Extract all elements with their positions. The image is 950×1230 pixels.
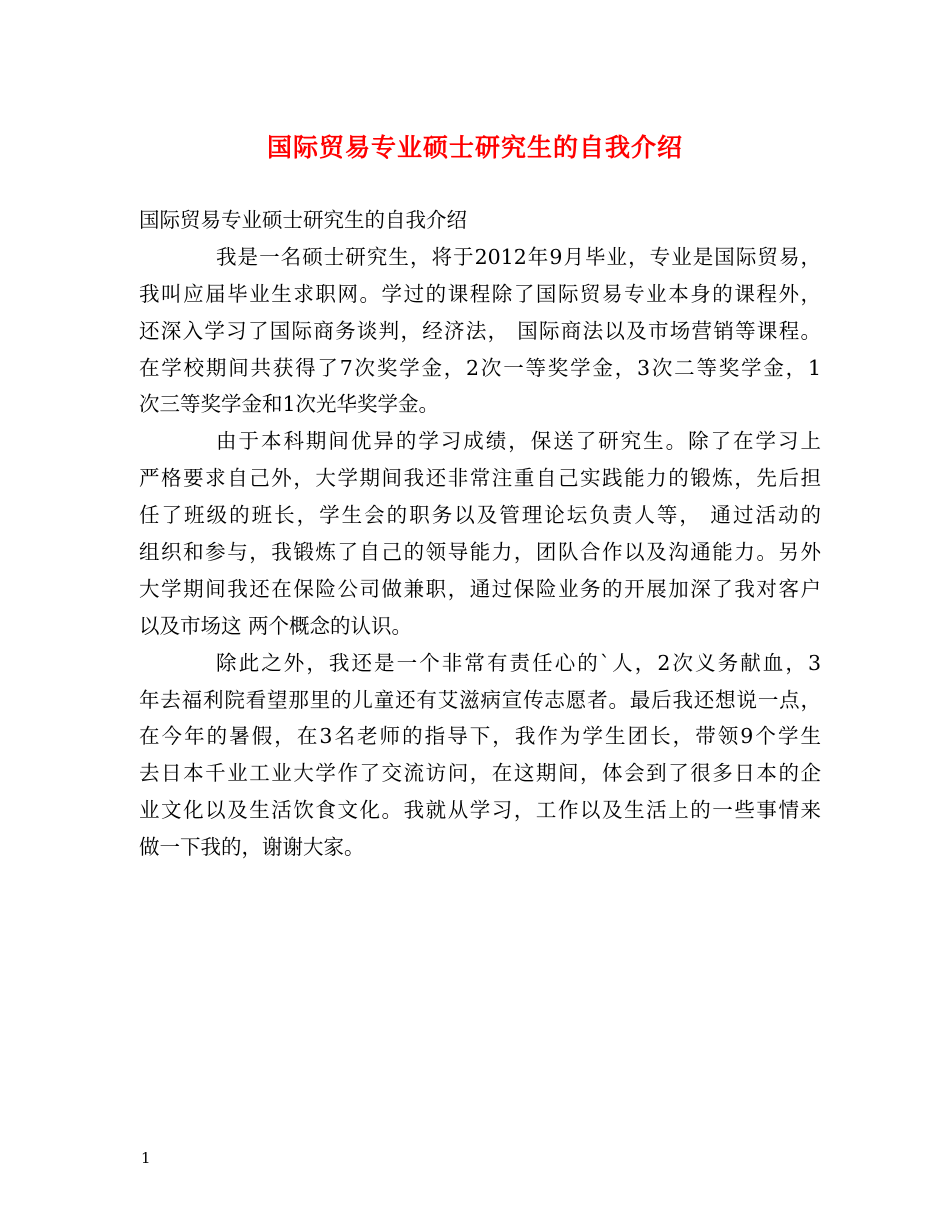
paragraph-2-line-5: 大学期间我还在保险公司做兼职，通过保险业务的开展加深了我对客户 [139,576,821,601]
paragraph-3-line-4: 去日本千业工业大学作了交流访问，在这期间，体会到了很多日本的企 [139,761,821,786]
paragraph-1-line-1: 我是一名硕士研究生，将于2012年9月毕业，专业是国际贸易， [216,244,821,269]
paragraph-2-line-6: 以及市场这 两个概念的认识。 [139,613,413,638]
paragraph-3-line-1: 除此之外，我还是一个非常有责任心的`人，2次义务献血，3 [216,650,821,675]
paragraph-2-line-4: 组织和参与，我锻炼了自己的领导能力，团队合作以及沟通能力。另外 [139,540,821,565]
paragraph-2-line-1: 由于本科期间优异的学习成绩，保送了研究生。除了在学习上 [216,429,821,454]
document-title: 国际贸易专业硕士研究生的自我介绍 [266,133,683,162]
paragraph-2-line-3: 任了班级的班长，学生会的职务以及管理论坛负责人等， 通过活动的 [139,503,821,528]
page-number: 1 [141,1149,151,1167]
paragraph-3-line-2: 年去福利院看望那里的儿童还有艾滋病宣传志愿者。最后我还想说一点， [139,687,821,712]
paragraph-1-line-5: 次三等奖学金和1次光华奖学金。 [139,392,440,417]
paragraph-1-line-4: 在学校期间共获得了7次奖学金，2次一等奖学金，3次二等奖学金，1 [139,355,821,380]
subtitle-line: 国际贸易专业硕士研究生的自我介绍 [139,208,467,232]
paragraph-3-line-3: 在今年的暑假，在3名老师的指导下，我作为学生团长，带领9个学生 [139,724,821,749]
paragraph-1-line-2: 我叫应届毕业生求职网。学过的课程除了国际贸易专业本身的课程外， [139,281,821,306]
paragraph-3-line-6: 做一下我的，谢谢大家。 [139,835,365,860]
paragraph-2-line-2: 严格要求自己外，大学期间我还非常注重自己实践能力的锻炼，先后担 [139,466,821,491]
paragraph-3-line-5: 业文化以及生活饮食文化。我就从学习，工作以及生活上的一些事情来 [139,798,821,823]
document-body [139,202,821,866]
paragraph-1-line-3: 还深入学习了国际商务谈判，经济法， 国际商法以及市场营销等课程。 [139,318,821,343]
